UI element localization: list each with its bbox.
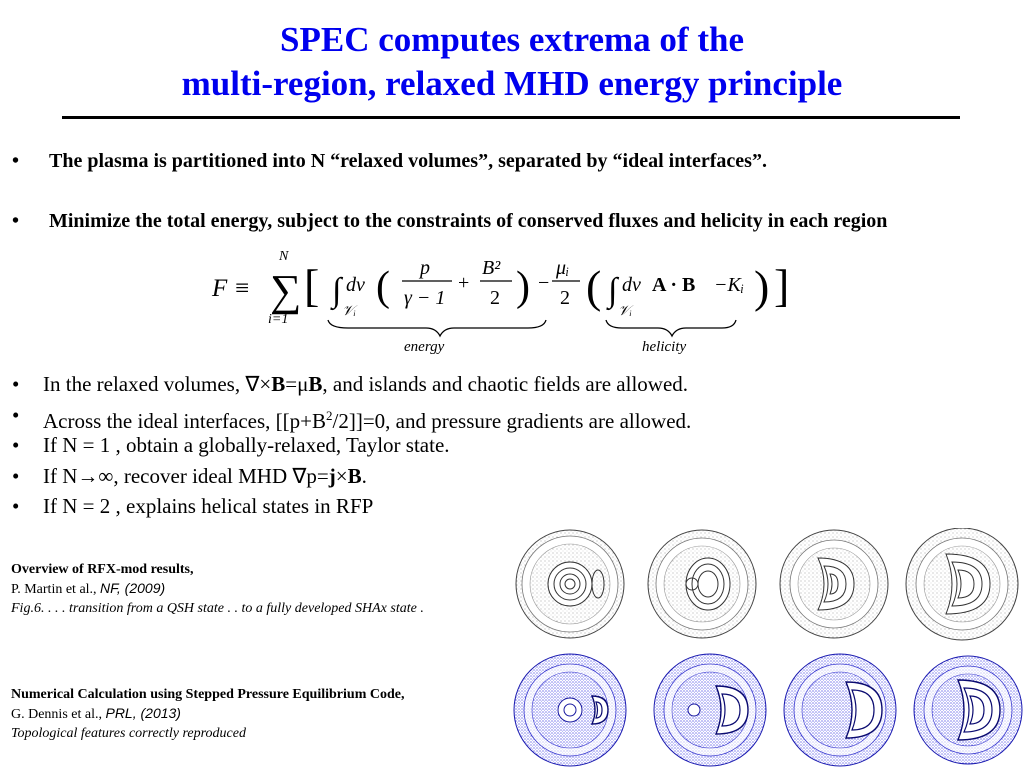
reference-rfx-mod: [11, 560, 521, 618]
energy-functional-equation: [208, 248, 828, 358]
bullet-helical-rfp: [12, 491, 912, 522]
reference-spec: [11, 685, 521, 743]
denominator-two: 2: [490, 287, 500, 309]
sum-symbol: ∑: [270, 266, 302, 315]
sum-lower-limit: i=1: [268, 312, 289, 327]
integral-sign: ∫: [332, 272, 342, 309]
denominator-two: 2: [560, 287, 570, 309]
paren-open-large: (: [586, 261, 602, 312]
a-dot-b: A · B: [652, 274, 696, 296]
rfx-poincare-panel-3: [780, 530, 888, 638]
b-squared: B²: [482, 257, 501, 279]
energy-underbrace: [328, 320, 546, 336]
bullet-text: Minimize the total energy, subject to the constraints of conserved fluxes and helicity in each region: [49, 210, 888, 232]
reference-title: Numerical Calculation using Stepped Pressure Equilibrium Code,: [11, 687, 405, 702]
spec-poincare-panel-2: [654, 654, 766, 766]
spec-poincare-panel-4: [914, 656, 1022, 764]
reference-citation: P. Martin et al., NF, (2009): [11, 580, 166, 597]
bullet-ideal-mhd: [12, 461, 912, 492]
helicity-label: helicity: [642, 339, 687, 355]
bullet-dot: •: [12, 494, 20, 518]
reference-note: Fig.6. . . . transition from a QSH state . . to a fully developed SHAx state .: [11, 601, 424, 616]
minus-sign: −: [538, 272, 550, 294]
bullet-minimize: [12, 206, 1002, 237]
title-line-2: multi-region, relaxed MHD energy principle: [181, 64, 843, 103]
bullet-dot: •: [12, 150, 20, 172]
volume-subscript: 𝒱ᵢ: [618, 304, 632, 319]
slide-title: [0, 18, 1024, 106]
bullet-text: Across the ideal interfaces, $[[p+B^2/2]]=0$, and pressure gradients are allowed.: [43, 408, 692, 433]
spec-poincare-panel-1: [514, 654, 626, 766]
bullet-relaxed-volumes: [12, 369, 912, 400]
rfx-poincare-panel-2: [648, 530, 756, 638]
bullet-dot: •: [12, 403, 20, 427]
energy-label: energy: [404, 339, 445, 355]
paren-close-large: ): [754, 261, 770, 312]
bullet-text: If N = 2 , explains helical states in RFP: [43, 494, 374, 518]
pressure-p: p: [420, 257, 430, 279]
title-divider: [62, 116, 960, 119]
rfx-poincare-panel-4: [906, 528, 1018, 640]
mu-i: μᵢ: [556, 257, 570, 279]
poincare-comparison-figure: [512, 528, 1024, 768]
dv-symbol: dv: [622, 274, 641, 296]
bullet-taylor-state: [12, 430, 912, 461]
sum-upper-limit: N: [279, 249, 289, 264]
bullet-partition: [12, 146, 1002, 177]
title-line-1: SPEC computes extrema of the: [280, 20, 744, 59]
equation-lhs: F ≡: [212, 275, 251, 302]
reference-citation: G. Dennis et al., PRL, (2013): [11, 705, 181, 722]
spec-poincare-panel-3: [784, 654, 896, 766]
gamma-minus-one: γ − 1: [404, 287, 446, 309]
bullet-text: If N = 1 , obtain a globally-relaxed, Taylor state.: [43, 433, 450, 457]
bullet-dot: •: [12, 372, 20, 396]
dv-symbol: dv: [346, 274, 365, 296]
bullet-text: If N→∞, recover ideal MHD ∇p=j×B.: [43, 464, 367, 488]
bullet-text: In the relaxed volumes, ∇×B=μB, and islands and chaotic fields are allowed.: [43, 372, 689, 396]
bullet-text: The plasma is partitioned into N “relaxed volumes”, separated by “ideal interfaces”.: [49, 150, 767, 172]
bullet-dot: •: [12, 210, 20, 232]
integral-sign: ∫: [608, 272, 618, 309]
reference-note: Topological features correctly reproduced: [11, 726, 246, 741]
volume-subscript: 𝒱ᵢ: [342, 304, 356, 319]
minus-k-i: −Kᵢ: [714, 274, 744, 296]
right-bracket: ]: [774, 260, 790, 311]
paren-open: (: [376, 264, 390, 310]
paren-close: ): [516, 264, 530, 310]
reference-title: Overview of RFX-mod results,: [11, 562, 194, 577]
bullet-dot: •: [12, 464, 20, 488]
bullet-dot: •: [12, 433, 20, 457]
plus-sign: +: [458, 272, 470, 294]
rfx-poincare-panel-1: [516, 530, 624, 638]
helicity-underbrace: [606, 320, 736, 336]
left-bracket: [: [304, 260, 320, 311]
